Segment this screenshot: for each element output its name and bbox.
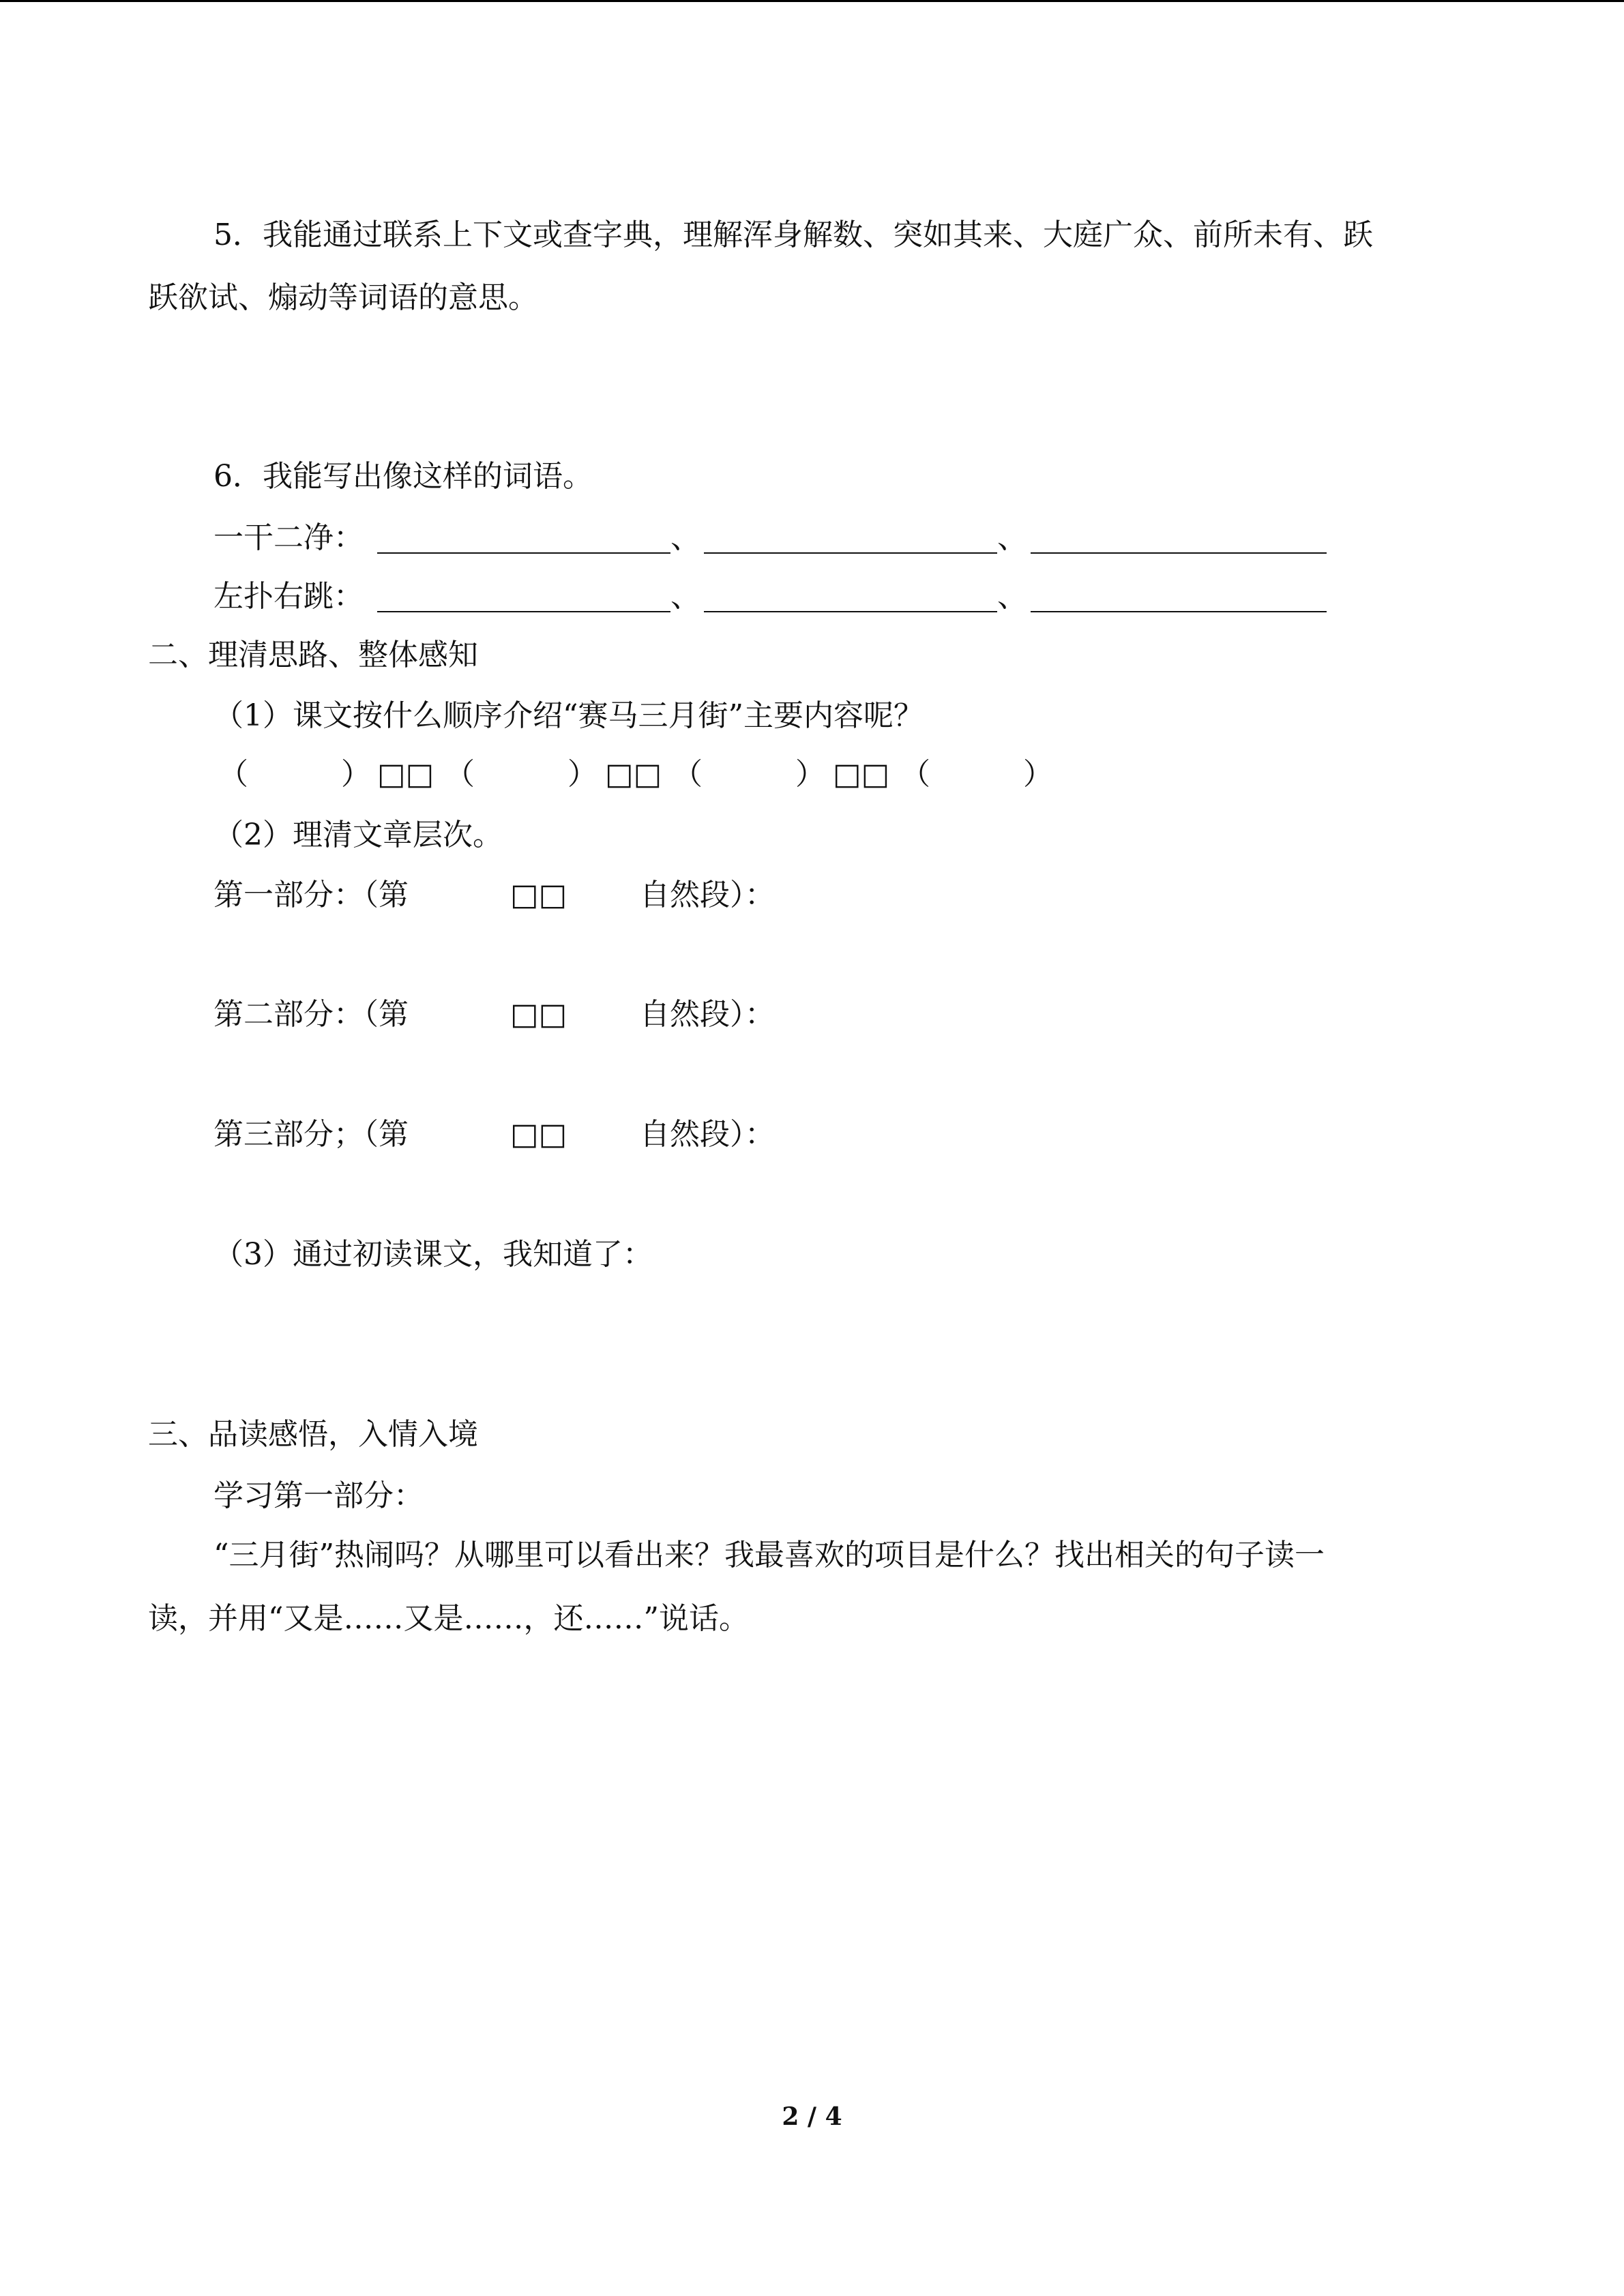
seq-squares-1: □□ [377, 757, 434, 792]
page-number: 2 / 4 [782, 2102, 842, 2131]
q5-line-2: 跃欲试、煽动等词语的意思。 [148, 280, 538, 315]
q6-row2-sep-2: 、 [997, 579, 1027, 614]
q6-row1-blank-1[interactable] [377, 552, 670, 554]
part1-suffix: 自然段）： [640, 878, 775, 912]
seq-open-3: （ [673, 757, 703, 792]
q6-row1-sep-2: 、 [997, 520, 1027, 555]
section2-q3: （3）通过初读课文，我知道了： [213, 1237, 653, 1272]
seq-close-2: ） [567, 757, 597, 792]
top-border [0, 0, 1624, 2]
seq-close-1: ） [341, 757, 371, 792]
part3-label: 第三部分；（第 [213, 1117, 409, 1152]
q6-title: 6．我能写出像这样的词语。 [213, 459, 593, 494]
section3-sub: 学习第一部分： [213, 1478, 424, 1513]
seq-close-3: ） [795, 757, 825, 792]
seq-close-4: ） [1023, 757, 1053, 792]
section3-para-line-1: “三月街”热闹吗？从哪里可以看出来？我最喜欢的项目是什么？找出相关的句子读一 [213, 1538, 1325, 1572]
q6-row2-blank-1[interactable] [377, 611, 670, 612]
q6-row2-blank-3[interactable] [1031, 611, 1327, 612]
seq-open-4: （ [900, 757, 930, 792]
part2-squares: □□ [510, 997, 567, 1032]
seq-squares-3: □□ [833, 757, 890, 792]
part1-squares: □□ [510, 878, 567, 912]
part2-suffix: 自然段）： [640, 997, 775, 1032]
q6-row1-blank-2[interactable] [704, 552, 997, 554]
section2-q2: （2）理清文章层次。 [213, 818, 503, 852]
q6-row2-blank-2[interactable] [704, 611, 997, 612]
part1-label: 第一部分：（第 [213, 878, 409, 912]
part3-suffix: 自然段）： [640, 1117, 775, 1152]
part2-label: 第二部分：（第 [213, 997, 409, 1032]
seq-open-1: （ [218, 757, 248, 792]
seq-open-2: （ [445, 757, 475, 792]
seq-squares-2: □□ [605, 757, 662, 792]
section2-q1: （1）课文按什么顺序介绍“赛马三月街”主要内容呢？ [213, 698, 924, 733]
q6-row2-sep-1: 、 [670, 579, 700, 614]
q6-row2-label: 左扑右跳： [213, 579, 364, 614]
section2-heading: 二、理清思路、整体感知 [148, 638, 478, 672]
q6-row1-blank-3[interactable] [1031, 552, 1327, 554]
q5-line-1: 5．我能通过联系上下文或查字典，理解浑身解数、突如其来、大庭广众、前所未有、跃 [213, 218, 1373, 252]
section3-para-line-2: 读，并用“又是……又是……，还……”说话。 [148, 1601, 749, 1636]
section3-heading: 三、品读感悟，入情入境 [148, 1417, 478, 1452]
q6-row1-sep-1: 、 [670, 520, 700, 555]
part3-squares: □□ [510, 1117, 567, 1152]
q6-row1-label: 一干二净： [213, 520, 364, 555]
